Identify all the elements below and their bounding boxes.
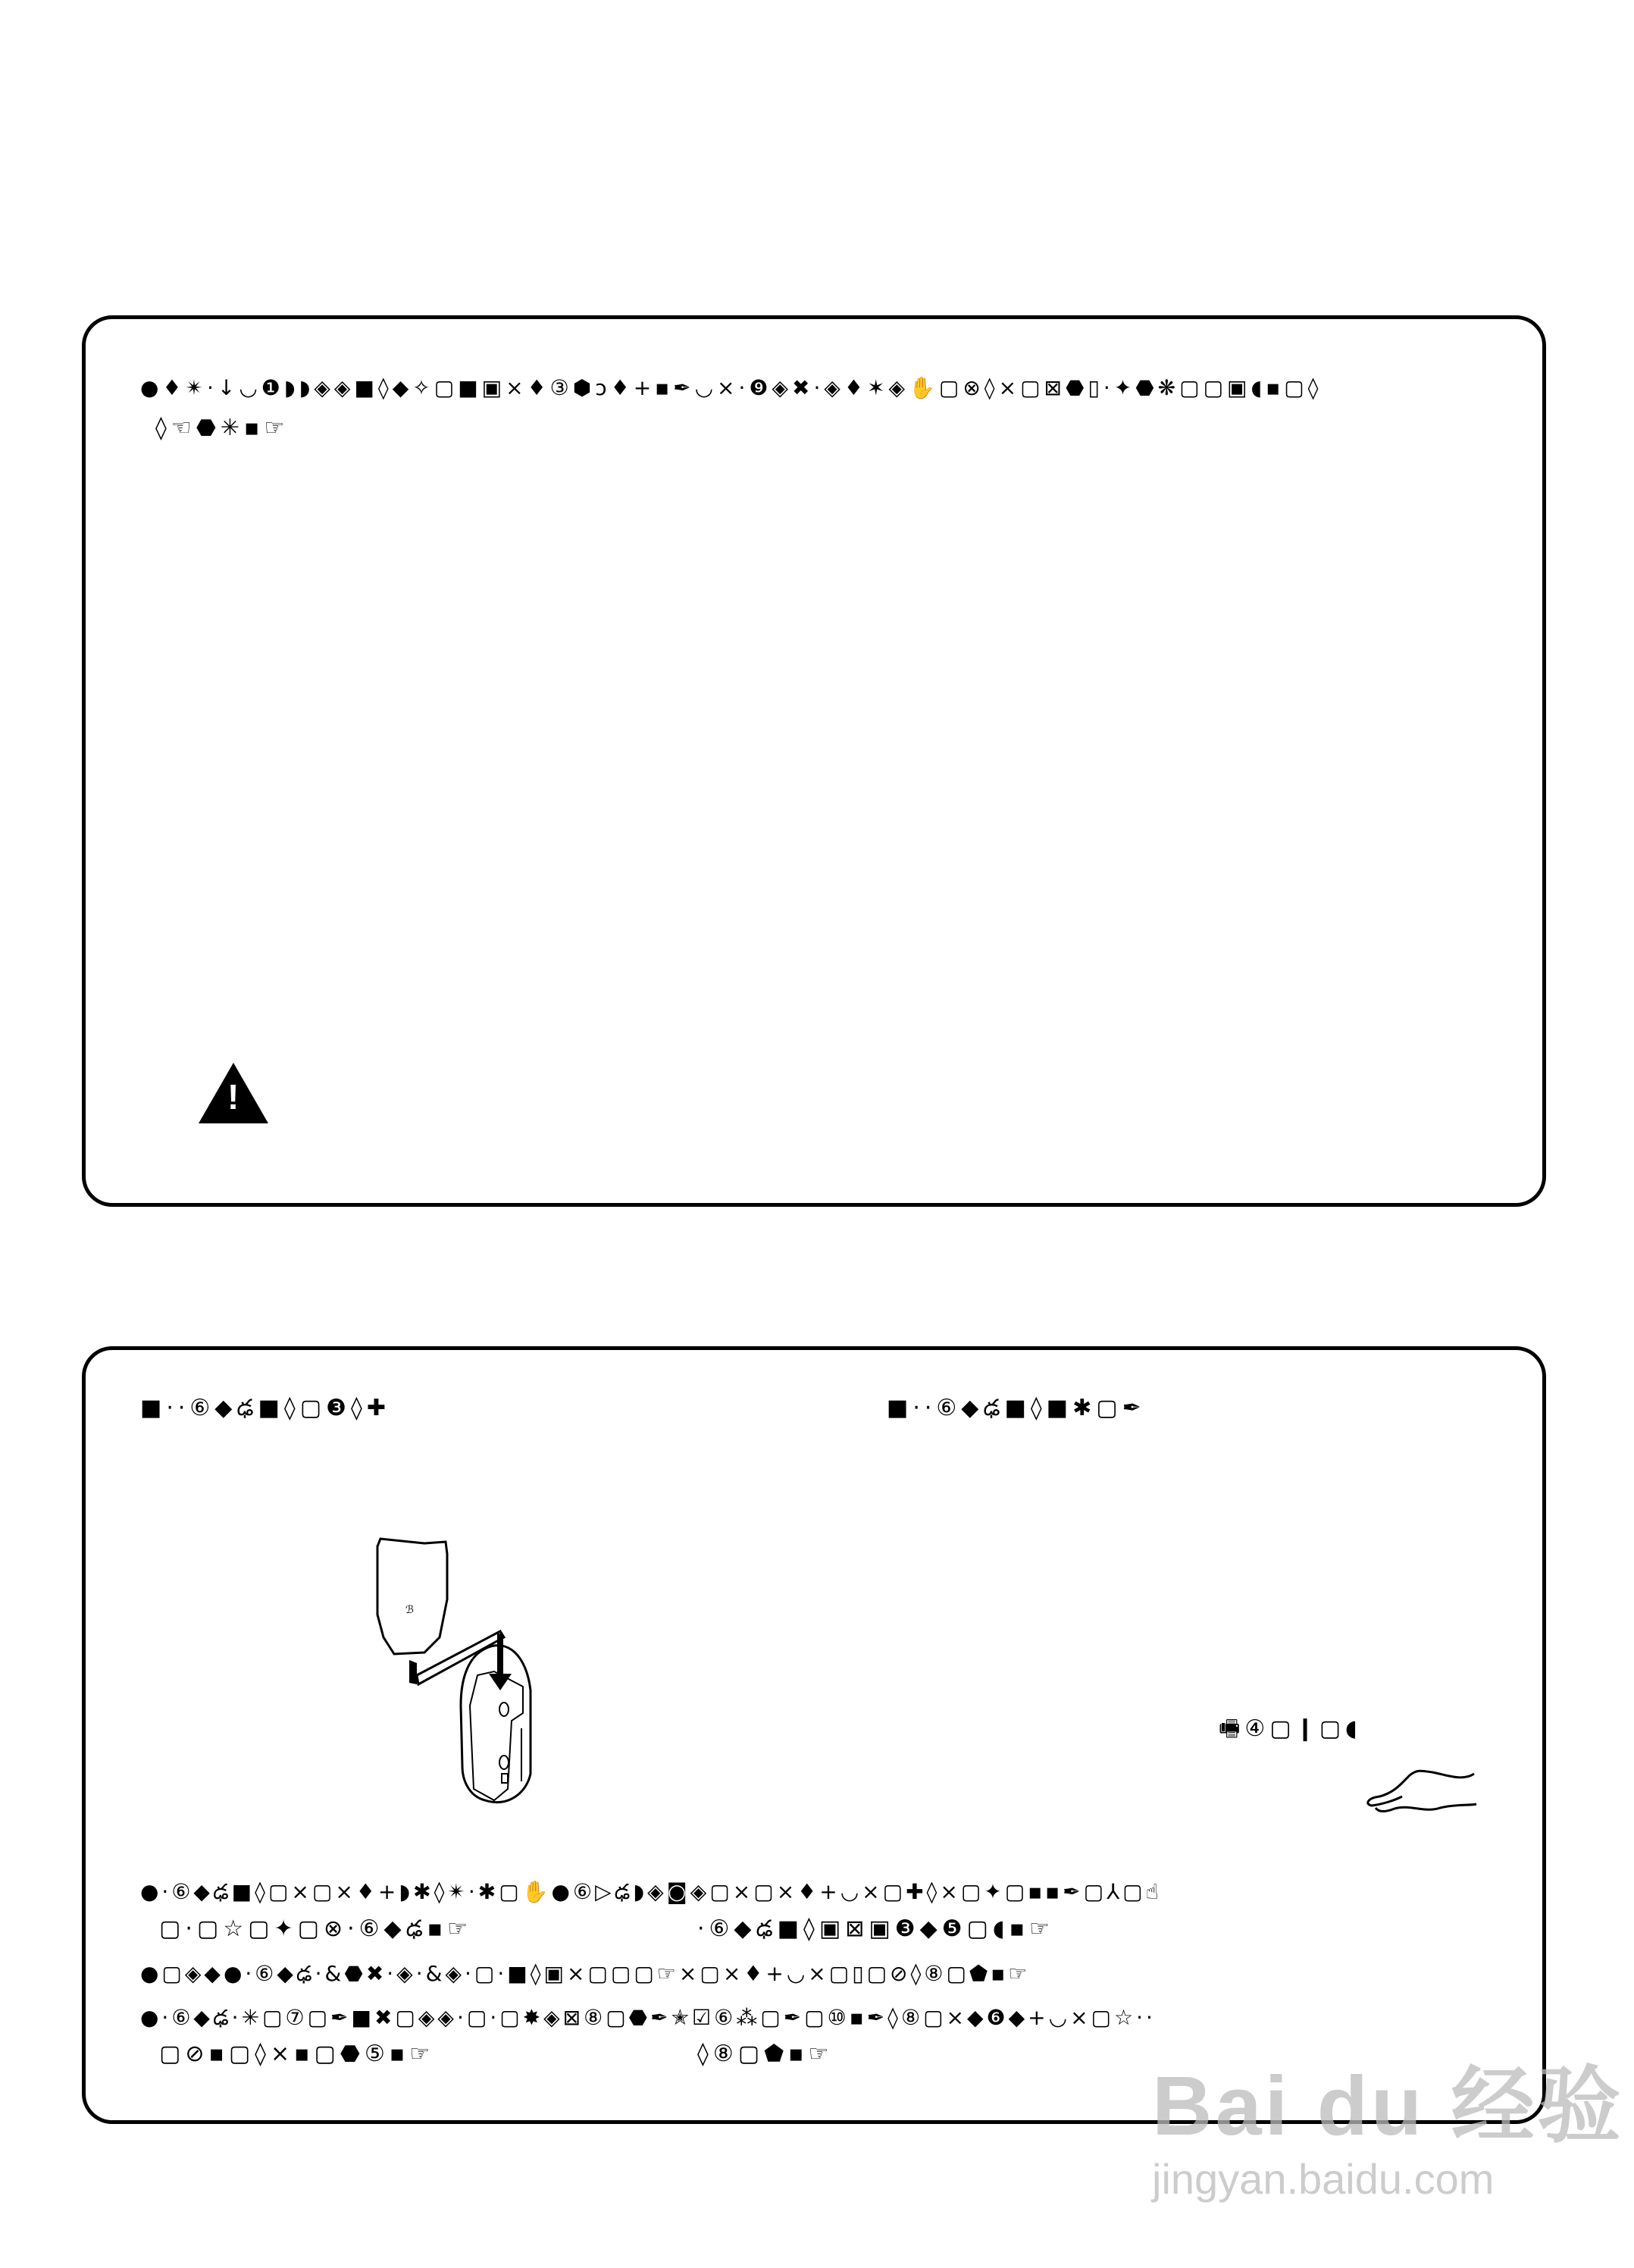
warning-section-box	[82, 315, 1546, 1207]
section-1-text-line-1: ●♦✴·↓◡❶◗◗◈◈■◊◆✧▢■▣×♦③⬢ↄ♦+▪✒◡×·❾◈✖·◈♦✶◈✋▢⊗◊×▢⊠⬣▯·✦⬣❋▢▢▣◖▪▢◊	[140, 375, 1323, 400]
section-1-text-line-2: ◊☜⬣✳▪☞	[155, 415, 290, 441]
device-insertion-illustration	[364, 1524, 591, 1812]
hand-pressing-icon	[1349, 1766, 1485, 1819]
watermark-brand: Bai du 经验	[1152, 2060, 1624, 2153]
bullet-1-line-1: ●·⑥◆ఢ■◊▢×▢×♦+◗✱◊✴·✱▢✋●⑥▷ఢ◗◈◙◈▢×▢×♦+◡×▢✚◊×▢✦▢▪▪✒▢⅄▢☝	[140, 1879, 1162, 1904]
bullet-3-line-1: ●·⑥◆ఢ·✳▢⑦▢✒■✖▢◈◈·▢·▢✸◈⊠⑧▢⬣✒✭☑⑥⁂▢✒▢⑩▪✒◊⑧▢×◆❻◆+◡×▢☆··	[140, 2005, 1156, 2030]
bullet-2-line-1: ●▢◈◆●·⑥◆ఢ·&⬣✖·◈·&◈·▢·■◊▣×▢▢▢☞×▢×♦+◡×▢▯▢⊘◊⑧▢⬟▪☞	[140, 1961, 1031, 1986]
warning-icon: !	[199, 1063, 268, 1123]
bullet-3-line-2: ▢⊘▪▢◊×▪▢⬣⑤▪☞	[159, 2041, 435, 2067]
bullet-3-line-2-right: ◊⑧▢⬟▪☞	[697, 2041, 834, 2067]
bullet-1-line-2: ▢·▢☆▢✦▢⊗·⑥◆ఢ▪☞	[159, 1916, 473, 1942]
left-heading: ■··⑥◆ఢ■◊▢❸◊✚	[140, 1395, 390, 1421]
watermark-url: jingyan.baidu.com	[1152, 2155, 1495, 2203]
bullet-1-line-2-right: ·⑥◆ఢ■◊▣⊠▣❸◆❺▢◖▪☞	[697, 1916, 1054, 1942]
right-heading: ■··⑥◆ఢ■◊■✱▢✒	[887, 1395, 1146, 1421]
figure-label: 🖷④▢❙▢◖	[1219, 1715, 1362, 1742]
baidu-watermark	[1152, 2039, 1624, 2204]
svg-text:ℬ: ℬ	[405, 1604, 415, 1616]
